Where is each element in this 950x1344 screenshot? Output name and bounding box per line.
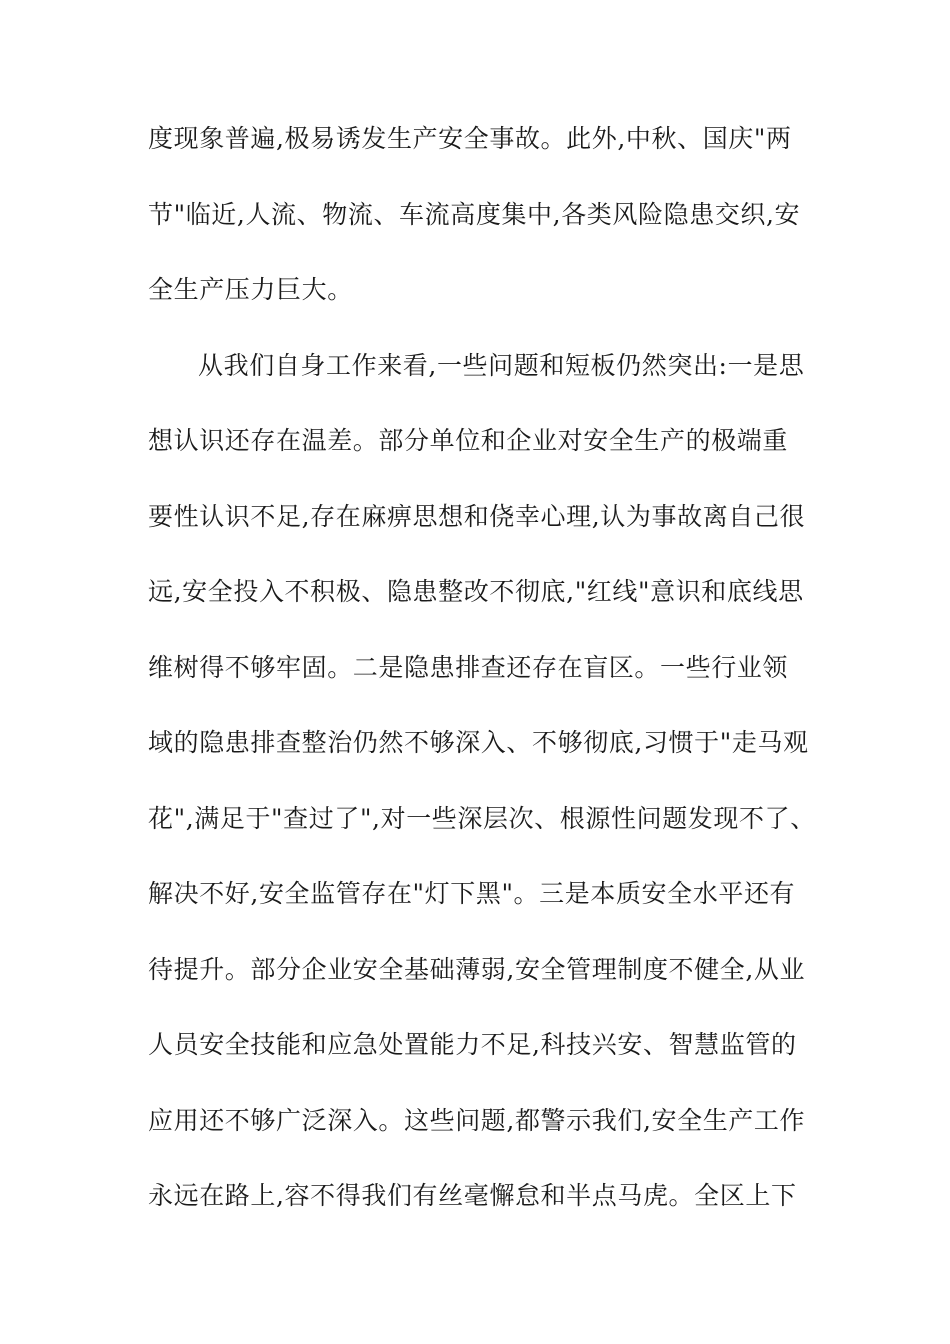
text-line: 应用还不够广泛深入。这些问题,都警示我们,安全生产工作 xyxy=(148,1105,806,1135)
text-line: 花",满足于"查过了",对一些深层次、根源性问题发现不了、 xyxy=(148,803,816,833)
text-line: 要性认识不足,存在麻痹思想和侥幸心理,认为事故离自己很 xyxy=(148,501,806,531)
text-line: 人员安全技能和应急处置能力不足,科技兴安、智慧监管的 xyxy=(148,1030,797,1059)
text-line: 维树得不够牢固。二是隐患排查还存在盲区。一些行业领 xyxy=(148,652,789,682)
text-line: 全生产压力巨大。 xyxy=(148,275,353,304)
text-line: 远,安全投入不积极、隐患整改不彻底,"红线"意识和底线思 xyxy=(148,577,804,606)
text-line: 节"临近,人流、物流、车流高度集中,各类风险隐患交织,安 xyxy=(148,199,801,229)
text-line: 解决不好,安全监管存在"灯下黑"。三是本质安全水平还有 xyxy=(148,879,796,908)
text-line: 度现象普遍,极易诱发生产安全事故。此外,中秋、国庆"两 xyxy=(148,124,792,153)
text-line: 从我们自身工作来看,一些问题和短板仍然突出:一是思 xyxy=(198,350,805,380)
text-line: 永远在路上,容不得我们有丝毫懈怠和半点马虎。全区上下 xyxy=(148,1181,797,1210)
text-line: 想认识还存在温差。部分单位和企业对安全生产的极端重 xyxy=(148,426,789,455)
text-line: 域的隐患排查整治仍然不够深入、不够彻底,习惯于"走马观 xyxy=(148,728,809,757)
text-line: 待提升。部分企业安全基础薄弱,安全管理制度不健全,从业 xyxy=(148,954,806,984)
body-text xyxy=(148,112,816,1245)
